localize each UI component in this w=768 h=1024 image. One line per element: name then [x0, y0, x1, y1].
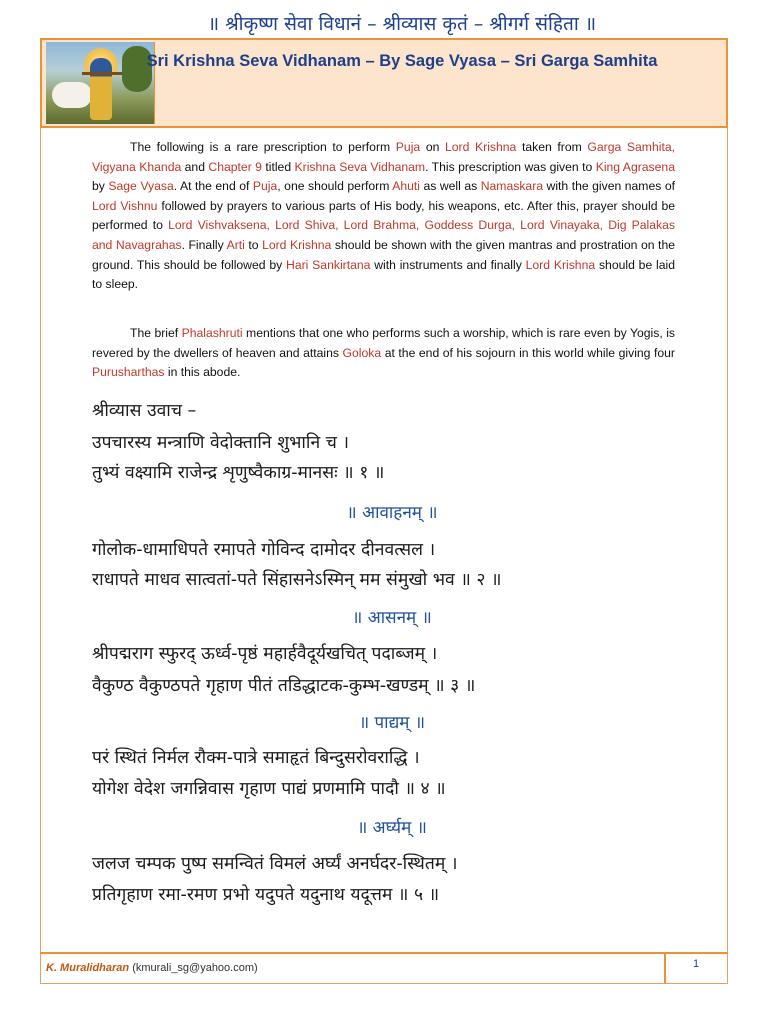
- highlighted-term: Namaskara: [480, 179, 544, 194]
- highlighted-term: Lord Vishvaksena, Lord Shiva, Lord Brahma, Goddess Durga, Lord Vinayaka, Dig Palakas and Navagrahas: [92, 218, 676, 252]
- text-run: with instruments and finally: [370, 257, 526, 272]
- page-number: 1: [692, 958, 700, 970]
- highlighted-term: King Agrasena: [595, 159, 675, 174]
- highlighted-term: Lord Krishna: [525, 257, 596, 272]
- highlighted-term: Puja: [252, 179, 278, 194]
- text-run: to: [244, 237, 263, 252]
- text-run: , one should perform: [277, 179, 393, 194]
- verse-5-line-2: प्रतिगृहाण रमा-रमण प्रभो यदुपते यदुनाथ यदूत्तम ॥ ५ ॥: [92, 885, 440, 905]
- title-sanskrit: ॥ श्रीकृष्ण सेवा विधानं – श्रीव्यास कृतं – श्रीगर्ग संहिता ॥: [207, 13, 597, 35]
- heading-padyam: ॥ पाद्यम् ॥: [358, 713, 426, 733]
- footer-credit: [46, 962, 258, 974]
- text-run: by: [92, 179, 109, 194]
- speaker-line: श्रीव्यास उवाच –: [92, 401, 197, 421]
- author-name: K. Muralidharan: [46, 962, 130, 974]
- text-run: should be laid to sleep.: [92, 257, 676, 292]
- heading-avahanam: ॥ आवाहनम् ॥: [346, 503, 438, 523]
- highlighted-term: Lord Krishna: [262, 237, 332, 252]
- highlighted-term: Arti: [226, 237, 245, 252]
- text-run: and: [181, 159, 209, 174]
- highlighted-term: Garga Samhita, Vigyana Khanda: [92, 140, 675, 174]
- highlighted-term: Phalashruti: [181, 326, 243, 340]
- highlighted-term: Goloka: [342, 345, 382, 360]
- verse-3-line-2: वैकुण्ठ वैकुण्ठपते गृहाण पीतं तडिद्धाटक-कुम्भ-खण्डम् ॥ ३ ॥: [92, 676, 476, 696]
- verse-5-line-1: जलज चम्पक पुष्प समन्वितं विमलं अर्घ्यं अनर्घदर-स्थितम् ।: [92, 854, 458, 874]
- verse-2-line-1: गोलोक-धामाधिपते रमापते गोविन्द दामोदर दीनवत्सल ।: [92, 540, 436, 560]
- intro-paragraph-1: [92, 138, 675, 295]
- author-email: (kmurali_sg@yahoo.com): [132, 962, 258, 974]
- intro-paragraph-2: [92, 324, 675, 383]
- heading-asanam: ॥ आसनम् ॥: [352, 608, 432, 628]
- verse-1-line-2: तुभ्यं वक्ष्यामि राजेन्द्र शृणुष्वैकाग्र-मानसः ॥ १ ॥: [92, 463, 385, 483]
- text-run: . Finally: [181, 237, 227, 252]
- title-english: Sri Krishna Seva Vidhanam – By Sage Vyasa – Sri Garga Samhita: [146, 52, 658, 70]
- highlighted-term: Sage Vyasa: [108, 179, 174, 194]
- text-run: followed by prayers to various parts of His body, his weapons, etc. After this, prayer should be performed to: [92, 198, 675, 233]
- footer-separator: [664, 953, 666, 984]
- highlighted-term: Purusharthas: [92, 365, 165, 380]
- text-run: should be shown with the given mantras and prostration on the ground. This should be followed by: [92, 237, 675, 272]
- text-run: at the end of his sojourn in this world while giving four: [381, 345, 675, 360]
- text-run: in this abode.: [164, 365, 241, 380]
- text-run: with the given names of: [543, 179, 675, 194]
- verse-3-line-1: श्रीपद्मराग स्फुरद् ऊर्ध्व-पृष्ठं महार्हवैदूर्यखचित् पदाब्जम् ।: [92, 644, 438, 664]
- highlighted-term: Krishna Seva Vidhanam: [294, 159, 426, 174]
- text-run: titled: [261, 159, 295, 174]
- text-run: The following is a rare prescription to perform: [130, 140, 396, 154]
- text-run: as well as: [420, 179, 481, 194]
- text-run: . This prescription was given to: [425, 159, 596, 174]
- heading-arghyam: ॥ अर्घ्यम् ॥: [357, 818, 427, 838]
- verse-4-line-2: योगेश वेदेश जगन्निवास गृहाण पाद्यं प्रणमामि पादौ ॥ ४ ॥: [92, 779, 446, 799]
- highlighted-term: Chapter 9: [208, 159, 262, 174]
- highlighted-term: Puja: [395, 140, 421, 154]
- highlighted-term: Ahuti: [392, 179, 420, 194]
- text-run: mentions that one who performs such a worship, which is rare even by Yogis, is revered by the dwellers of heaven and attains: [92, 326, 675, 360]
- highlighted-term: Lord Krishna: [445, 140, 517, 154]
- text-run: taken from: [516, 140, 588, 154]
- verse-1-line-1: उपचारस्य मन्त्राणि वेदोक्तानि शुभानि च ।: [92, 433, 350, 453]
- text-run: . At the end of: [173, 179, 253, 194]
- text-run: The brief: [130, 326, 182, 340]
- footer-divider: [40, 952, 728, 954]
- highlighted-term: Lord Vishnu: [92, 198, 158, 213]
- verse-2-line-2: राधापते माधव सात्वतां-पते सिंहासनेऽस्मिन् मम संमुखो भव ॥ २ ॥: [92, 570, 502, 590]
- highlighted-term: Hari Sankirtana: [286, 257, 371, 272]
- text-run: on: [420, 140, 445, 154]
- verse-4-line-1: परं स्थितं निर्मल रौक्म-पात्रे समाहृतं बिन्दुसरोवराद्धि ।: [92, 748, 420, 768]
